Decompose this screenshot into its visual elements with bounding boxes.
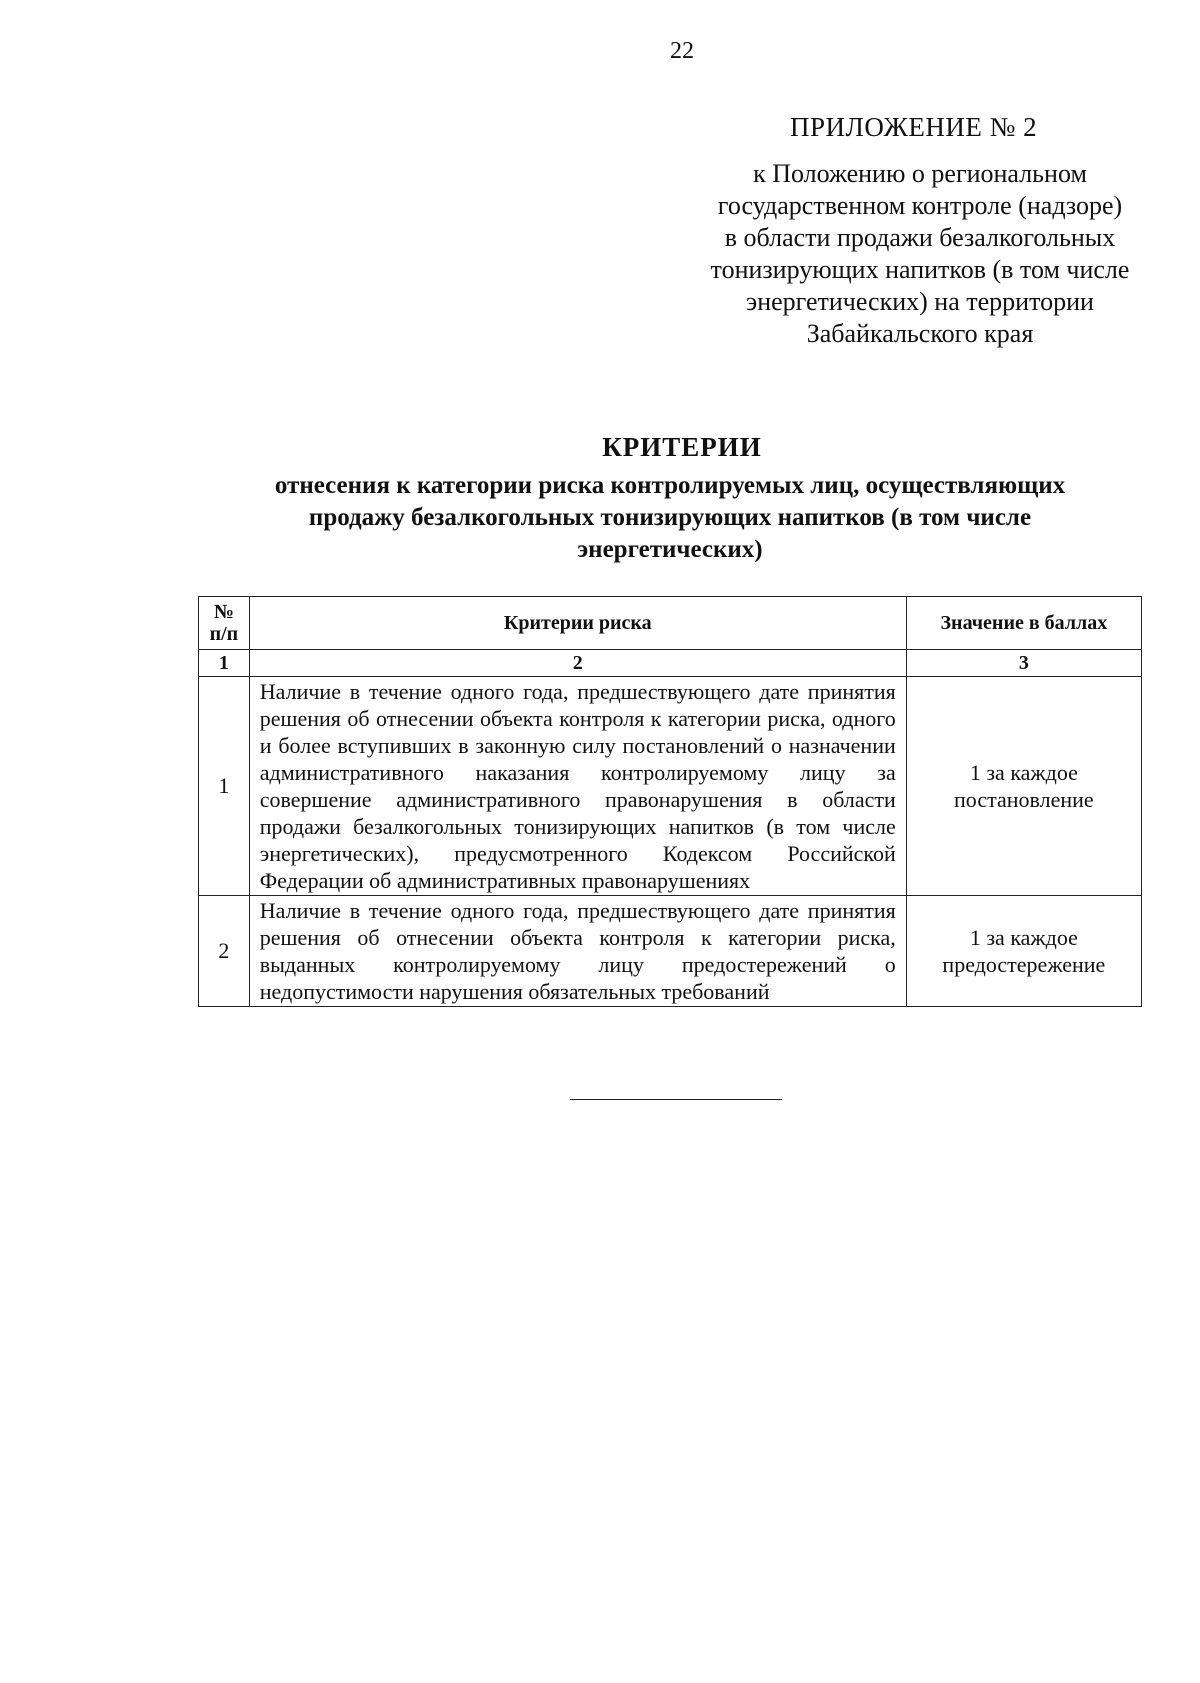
header-score: Значение в баллах <box>906 597 1141 650</box>
document-subtitle-line: отнесения к категории риска контролируемых лиц, осуществляющих <box>274 472 1066 499</box>
appendix-subtitle-line: Забайкальского края <box>806 319 1034 348</box>
row-criteria: Наличие в течение одного года, предшествующего дате принятия решения об отнесении объекта контроля к категории риска, выданных контролируемому лицу предостережений о недопустимости нарушения обязательных требований <box>249 896 906 1007</box>
column-number: 2 <box>249 650 906 677</box>
column-number: 3 <box>906 650 1141 677</box>
document-subtitle-line: энергетических) <box>577 536 763 563</box>
document-subtitle <box>220 470 1120 566</box>
header-criteria: Критерии риска <box>249 597 906 650</box>
column-numbers-row <box>199 650 1142 677</box>
appendix-subtitle-line: к Положению о региональном <box>753 159 1087 188</box>
row-number: 2 <box>199 896 250 1007</box>
appendix-subtitle-line: тонизирующих напитков (в том числе <box>710 255 1130 284</box>
criteria-table <box>198 596 1142 1007</box>
row-score: 1 за каждое предостережение <box>906 896 1141 1007</box>
document-subtitle-line: продажу безалкогольных тонизирующих напитков (в том числе <box>308 504 1032 531</box>
table-header-row <box>199 597 1142 650</box>
column-number: 1 <box>199 650 250 677</box>
appendix-subtitle-line: энергетических) на территории <box>746 287 1094 316</box>
closing-divider <box>570 1099 782 1100</box>
document-title: КРИТЕРИИ <box>602 432 762 462</box>
row-score: 1 за каждое постановление <box>906 677 1141 896</box>
appendix-title: ПРИЛОЖЕНИЕ № 2 <box>790 112 1038 142</box>
table-row <box>199 896 1142 1007</box>
table-row <box>199 677 1142 896</box>
appendix-subtitle <box>680 158 1160 350</box>
appendix-subtitle-line: государственном контроле (надзоре) <box>717 191 1123 220</box>
header-num: № п/п <box>199 597 250 650</box>
row-criteria: Наличие в течение одного года, предшествующего дате принятия решения об отнесении объекта контроля к категории риска, одного и более вступивших в законную силу постановлений о назначении административного наказания контролируемому лицу за совершение административного правонарушения в области продажи безалкогольных тонизирующих напитков (в том числе энергетических), предусмотренного Кодексом Российской Федерации об административных правонарушениях <box>249 677 906 896</box>
row-number: 1 <box>199 677 250 896</box>
page-number: 22 <box>670 38 694 64</box>
appendix-subtitle-line: в области продажи безалкогольных <box>724 223 1116 252</box>
